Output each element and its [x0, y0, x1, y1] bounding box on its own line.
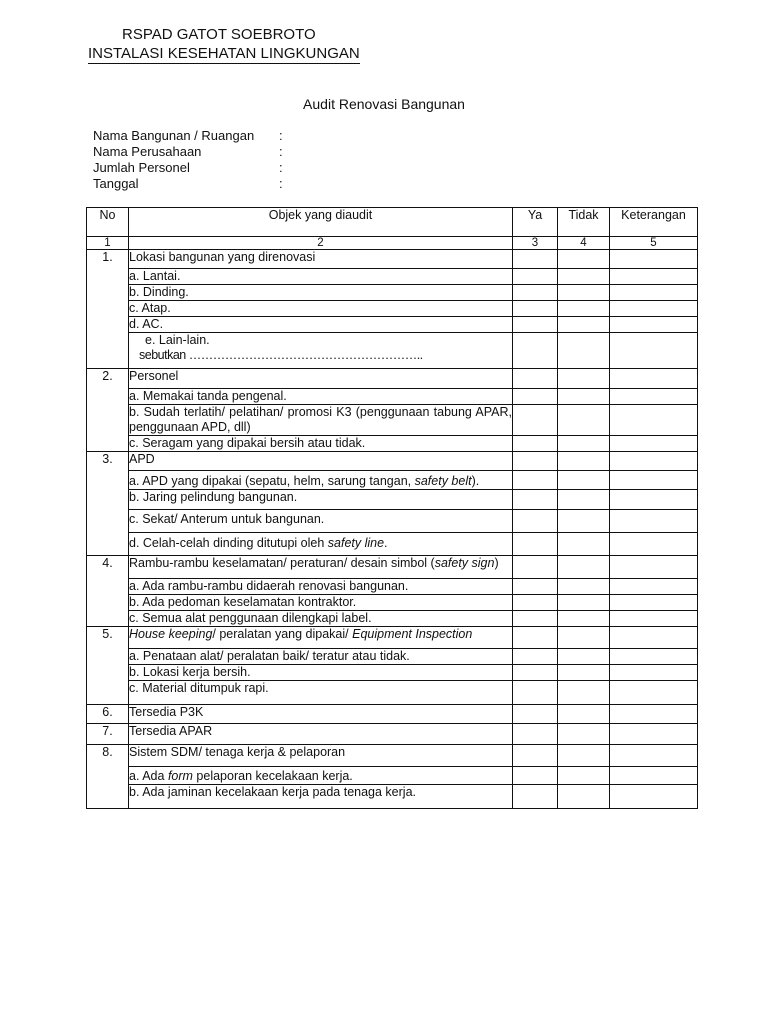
no-cell[interactable]: [558, 285, 610, 301]
yes-cell[interactable]: [513, 556, 558, 579]
notes-cell[interactable]: [610, 611, 698, 627]
notes-cell[interactable]: [610, 452, 698, 471]
col-number: 1: [87, 237, 129, 250]
notes-cell[interactable]: [610, 665, 698, 681]
yes-cell[interactable]: [513, 785, 558, 809]
section-row-8: [87, 745, 698, 767]
table-row: [87, 533, 698, 556]
table-row: [87, 333, 698, 369]
section-row-1: [87, 250, 698, 269]
yes-cell[interactable]: [513, 269, 558, 285]
item-text: b. Sudah terlatih/ pelatihan/ promosi K3 (penggunaan tabung APAR, penggunaan APD, dll): [129, 405, 512, 434]
table-row: [87, 595, 698, 611]
no-cell[interactable]: [558, 436, 610, 452]
table-row: [87, 389, 698, 405]
notes-cell[interactable]: [610, 724, 698, 745]
info-colon: :: [279, 128, 283, 143]
table-row: [87, 301, 698, 317]
fill-line: sebutkan …………………………………………………..: [139, 348, 423, 362]
header-no: No: [87, 208, 129, 237]
item-text: d. AC.: [129, 317, 513, 333]
section-title: Personel: [129, 369, 513, 389]
yes-cell[interactable]: [513, 285, 558, 301]
item-text: a. Penataan alat/ peralatan baik/ teratur atau tidak.: [129, 649, 513, 665]
item-text: a. Ada rambu-rambu didaerah renovasi bangunan.: [129, 579, 513, 595]
section-title: Tersedia P3K: [129, 705, 513, 724]
section-title-italic: safety sign: [434, 556, 495, 570]
no-cell[interactable]: [558, 595, 610, 611]
item-text: b. Jaring pelindung bangunan.: [129, 490, 513, 510]
header-yes: Ya: [513, 208, 558, 237]
info-row-company: [93, 144, 393, 160]
no-cell[interactable]: [558, 556, 610, 579]
no-cell[interactable]: [558, 745, 610, 767]
no-cell[interactable]: [558, 510, 610, 533]
notes-cell[interactable]: [610, 405, 698, 436]
section-title: Tersedia APAR: [129, 724, 513, 745]
yes-cell[interactable]: [513, 510, 558, 533]
item-text-after: .: [384, 536, 388, 550]
table-row: [87, 649, 698, 665]
document-title: Audit Renovasi Bangunan: [303, 96, 465, 112]
section-row-6: [87, 705, 698, 724]
yes-cell[interactable]: [513, 665, 558, 681]
notes-cell[interactable]: [610, 627, 698, 649]
col-number: 3: [513, 237, 558, 250]
col-number: 5: [610, 237, 698, 250]
table-row: [87, 490, 698, 510]
notes-cell[interactable]: [610, 745, 698, 767]
yes-cell[interactable]: [513, 649, 558, 665]
item-text: [129, 333, 513, 369]
yes-cell[interactable]: [513, 705, 558, 724]
no-cell[interactable]: [558, 681, 610, 705]
section-number: 2.: [87, 369, 129, 452]
item-text-part: a. Ada: [129, 769, 165, 783]
table-row: [87, 767, 698, 785]
table-row: [87, 510, 698, 533]
section-number: 1.: [87, 250, 129, 369]
notes-cell[interactable]: [610, 436, 698, 452]
no-cell[interactable]: [558, 767, 610, 785]
yes-cell[interactable]: [513, 250, 558, 269]
audit-table: [86, 207, 698, 809]
info-label: Nama Bangunan / Ruangan: [93, 128, 255, 143]
no-cell[interactable]: [558, 785, 610, 809]
table-row: [87, 665, 698, 681]
no-cell[interactable]: [558, 627, 610, 649]
notes-cell[interactable]: [610, 317, 698, 333]
section-number: 5.: [87, 627, 129, 705]
yes-cell[interactable]: [513, 317, 558, 333]
notes-cell[interactable]: [610, 649, 698, 665]
notes-cell[interactable]: [610, 681, 698, 705]
yes-cell[interactable]: [513, 333, 558, 369]
yes-cell[interactable]: [513, 767, 558, 785]
yes-cell[interactable]: [513, 301, 558, 317]
info-row-personnel: [93, 160, 393, 176]
table-row: [87, 681, 698, 705]
item-text: b. Dinding.: [129, 285, 513, 301]
item-text: b. Ada jaminan kecelakaan kerja pada tenaga kerja.: [129, 785, 513, 809]
no-cell[interactable]: [558, 405, 610, 436]
no-cell[interactable]: [558, 269, 610, 285]
info-colon: :: [279, 160, 283, 175]
yes-cell[interactable]: [513, 595, 558, 611]
section-row-7: [87, 724, 698, 745]
header-no-answer: Tidak: [558, 208, 610, 237]
no-cell[interactable]: [558, 649, 610, 665]
notes-cell[interactable]: [610, 471, 698, 490]
table-row: [87, 471, 698, 490]
yes-cell[interactable]: [513, 579, 558, 595]
item-text: c. Sekat/ Anterum untuk bangunan.: [129, 510, 513, 533]
item-text-after: ).: [471, 474, 480, 488]
section-number: 6.: [87, 705, 129, 724]
item-text: [129, 471, 513, 490]
yes-cell[interactable]: [513, 490, 558, 510]
table-row: [87, 436, 698, 452]
column-number-row: [87, 237, 698, 250]
item-text: a. Lantai.: [129, 269, 513, 285]
yes-cell[interactable]: [513, 681, 558, 705]
item-text: c. Atap.: [129, 301, 513, 317]
table-row: [87, 269, 698, 285]
yes-cell[interactable]: [513, 405, 558, 436]
section-title-italic-2: Equipment Inspection: [352, 627, 473, 641]
section-title: [129, 627, 513, 649]
yes-cell[interactable]: [513, 724, 558, 745]
info-label: Nama Perusahaan: [93, 144, 202, 159]
no-cell[interactable]: [558, 611, 610, 627]
section-title: [129, 556, 513, 579]
item-line: e. Lain-lain.: [145, 333, 210, 347]
no-cell[interactable]: [558, 665, 610, 681]
no-cell[interactable]: [558, 301, 610, 317]
yes-cell[interactable]: [513, 533, 558, 556]
yes-cell[interactable]: [513, 369, 558, 389]
info-colon: :: [279, 144, 283, 159]
notes-cell[interactable]: [610, 556, 698, 579]
no-cell[interactable]: [558, 452, 610, 471]
col-number: 2: [129, 237, 513, 250]
section-title-after: ): [494, 556, 499, 570]
no-cell[interactable]: [558, 389, 610, 405]
notes-cell[interactable]: [610, 250, 698, 269]
table-row: [87, 405, 698, 436]
item-text: b. Ada pedoman keselamatan kontraktor.: [129, 595, 513, 611]
notes-cell[interactable]: [610, 579, 698, 595]
notes-cell[interactable]: [610, 533, 698, 556]
no-cell[interactable]: [558, 471, 610, 490]
yes-cell[interactable]: [513, 389, 558, 405]
no-cell[interactable]: [558, 317, 610, 333]
no-cell[interactable]: [558, 490, 610, 510]
yes-cell[interactable]: [513, 611, 558, 627]
no-cell[interactable]: [558, 579, 610, 595]
section-number: 4.: [87, 556, 129, 627]
notes-cell[interactable]: [610, 705, 698, 724]
notes-cell[interactable]: [610, 301, 698, 317]
section-title-text: Rambu-rambu keselamatan/ peraturan/ desain simbol (: [129, 556, 435, 570]
info-row-building: [93, 128, 393, 144]
section-title: APD: [129, 452, 513, 471]
yes-cell[interactable]: [513, 471, 558, 490]
notes-cell[interactable]: [610, 269, 698, 285]
notes-cell[interactable]: [610, 767, 698, 785]
yes-cell[interactable]: [513, 436, 558, 452]
hospital-name: RSPAD GATOT SOEBROTO: [122, 26, 316, 43]
item-text: c. Semua alat penggunaan dilengkapi label.: [129, 611, 513, 627]
notes-cell[interactable]: [610, 285, 698, 301]
table-row: [87, 579, 698, 595]
section-title: Lokasi bangunan yang direnovasi: [129, 250, 513, 269]
item-text: b. Lokasi kerja bersih.: [129, 665, 513, 681]
department-name: INSTALASI KESEHATAN LINGKUNGAN: [88, 45, 360, 62]
table-header-row: [87, 208, 698, 237]
no-cell[interactable]: [558, 250, 610, 269]
section-row-5: [87, 627, 698, 649]
item-text: c. Material ditumpuk rapi.: [129, 681, 513, 705]
section-number: 8.: [87, 745, 129, 809]
table-row: [87, 785, 698, 809]
item-text: [129, 533, 513, 556]
item-text-part: d. Celah-celah dinding ditutupi oleh: [129, 536, 325, 550]
yes-cell[interactable]: [513, 452, 558, 471]
item-italic: safety line: [327, 536, 385, 550]
info-label: Tanggal: [93, 176, 139, 191]
no-cell[interactable]: [558, 333, 610, 369]
col-number: 4: [558, 237, 610, 250]
section-title: Sistem SDM/ tenaga kerja & pelaporan: [129, 745, 513, 767]
info-fields: [93, 128, 393, 192]
table-row: [87, 285, 698, 301]
notes-cell[interactable]: [610, 333, 698, 369]
notes-cell[interactable]: [610, 785, 698, 809]
table-row: [87, 317, 698, 333]
header-object: Objek yang diaudit: [129, 208, 513, 237]
info-label: Jumlah Personel: [93, 160, 190, 175]
notes-cell[interactable]: [610, 510, 698, 533]
item-text: a. Memakai tanda pengenal.: [129, 389, 513, 405]
no-cell[interactable]: [558, 369, 610, 389]
item-italic: safety belt: [414, 474, 472, 488]
no-cell[interactable]: [558, 724, 610, 745]
item-text: [129, 767, 513, 785]
item-text-after: pelaporan kecelakaan kerja.: [196, 769, 353, 783]
section-row-3: [87, 452, 698, 471]
section-row-2: [87, 369, 698, 389]
section-number: 7.: [87, 724, 129, 745]
info-row-date: [93, 176, 393, 192]
notes-cell[interactable]: [610, 490, 698, 510]
header-notes: Keterangan: [610, 208, 698, 237]
table-row: [87, 611, 698, 627]
item-italic: form: [167, 769, 193, 783]
item-text: c. Seragam yang dipakai bersih atau tidak.: [129, 436, 513, 452]
no-cell[interactable]: [558, 533, 610, 556]
notes-cell[interactable]: [610, 595, 698, 611]
info-colon: :: [279, 176, 283, 191]
section-row-4: [87, 556, 698, 579]
yes-cell[interactable]: [513, 627, 558, 649]
notes-cell[interactable]: [610, 369, 698, 389]
section-number: 3.: [87, 452, 129, 556]
section-title-italic: House keeping: [129, 627, 213, 641]
notes-cell[interactable]: [610, 389, 698, 405]
section-title-text: / peralatan yang dipakai/: [212, 627, 349, 641]
item-text-part: a. APD yang dipakai (sepatu, helm, sarung tangan,: [129, 474, 412, 488]
no-cell[interactable]: [558, 705, 610, 724]
yes-cell[interactable]: [513, 745, 558, 767]
